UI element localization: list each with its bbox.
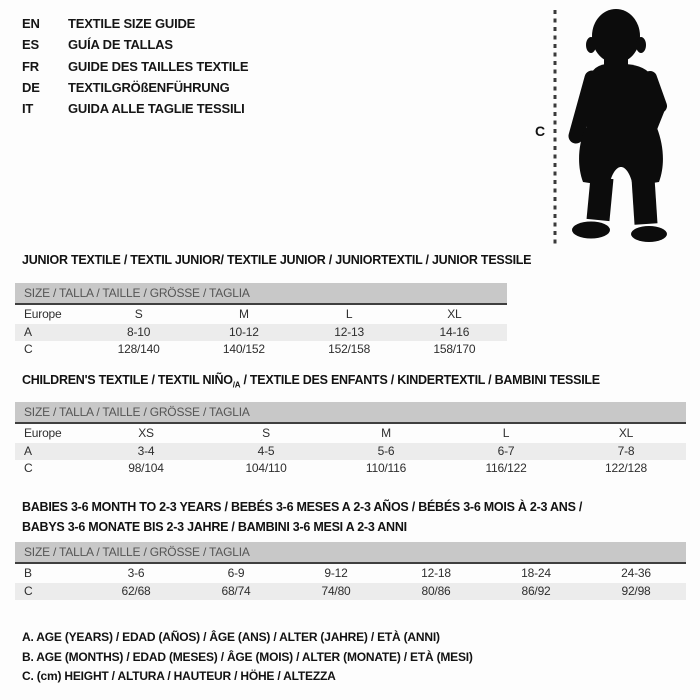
row-label: A — [24, 443, 32, 458]
language-title: GUIDE DES TAILLES TEXTILE — [68, 58, 249, 74]
age-cell: 14-16 — [439, 324, 470, 339]
row-label: C — [24, 583, 33, 598]
heading-text: CHILDREN'S TEXTILE / TEXTIL NIÑO — [22, 373, 233, 387]
table-row — [15, 341, 507, 359]
height-cell: 128/140 — [117, 342, 160, 356]
age-cell: 12-18 — [421, 566, 451, 580]
legend-line-a: A. AGE (YEARS) / EDAD (AÑOS) / ÂGE (ANS) / ALTER (JAHRE) / ETÀ (ANNI) — [22, 630, 440, 644]
language-code: DE — [22, 79, 40, 95]
height-cell: 86/92 — [521, 583, 551, 598]
age-cell: 3-4 — [137, 443, 155, 458]
age-cell: 6-9 — [227, 566, 245, 580]
size-cell: XS — [138, 426, 154, 440]
table-header-bar: SIZE / TALLA / TAILLE / GRÖSSE / TAGLIA — [15, 283, 507, 305]
language-title: TEXTILGRÖßENFÜHRUNG — [68, 79, 230, 95]
table-row — [15, 564, 686, 583]
language-row-es — [22, 34, 248, 55]
language-title-list — [22, 13, 248, 119]
height-cell: 122/128 — [605, 461, 647, 475]
language-row-en — [22, 13, 248, 34]
height-cell: 74/80 — [321, 583, 351, 598]
height-cell: 158/170 — [433, 342, 476, 356]
height-measure-label: C — [535, 123, 546, 139]
row-label: A — [24, 324, 32, 339]
table-row — [15, 460, 686, 478]
height-cell: 104/110 — [245, 461, 287, 475]
age-cell: 3-6 — [127, 566, 145, 580]
height-cell: 68/74 — [221, 583, 251, 598]
row-label: B — [24, 566, 32, 580]
measurement-legend — [22, 628, 473, 687]
babies-section-heading — [22, 498, 582, 537]
age-cell: 5-6 — [377, 443, 395, 458]
table-header-bar: SIZE / TALLA / TAILLE / GRÖSSE / TAGLIA — [15, 402, 686, 424]
height-cell: 110/116 — [365, 461, 407, 475]
row-label: Europe — [24, 307, 62, 321]
children-section-heading — [22, 373, 600, 390]
heading-line-1: BABIES 3-6 MONTH TO 2-3 YEARS / BEBÉS 3-6 MESES A 2-3 AÑOS / BÉBÉS 3-6 MOIS À 2-3 ANS / — [22, 500, 583, 514]
table-row — [15, 305, 507, 324]
height-cell: 80/86 — [421, 583, 451, 598]
age-cell: 4-5 — [257, 443, 275, 458]
toddler-silhouette-graphic — [528, 0, 688, 250]
age-cell: 9-12 — [324, 566, 348, 580]
age-cell: 18-24 — [521, 566, 551, 580]
size-cell: S — [262, 426, 270, 440]
age-cell: 10-12 — [229, 324, 259, 339]
language-row-fr — [22, 56, 248, 77]
junior-section-heading: JUNIOR TEXTILE / TEXTIL JUNIOR/ TEXTILE JUNIOR / JUNIORTEXTIL / JUNIOR TESSILE — [22, 253, 532, 267]
table-row — [15, 583, 686, 601]
age-cell: 12-13 — [334, 324, 364, 339]
language-title: GUIDA ALLE TAGLIE TESSILI — [68, 101, 245, 117]
language-row-it — [22, 98, 248, 119]
junior-size-table — [15, 283, 507, 359]
size-cell: L — [502, 426, 510, 440]
language-title: TEXTILE SIZE GUIDE — [68, 16, 196, 31]
language-code: ES — [22, 37, 39, 53]
row-label: Europe — [24, 426, 62, 440]
height-cell: 152/158 — [328, 342, 371, 356]
size-cell: M — [238, 307, 249, 321]
height-cell: 98/104 — [128, 461, 164, 475]
table-row — [15, 324, 507, 342]
size-cell: L — [345, 307, 353, 321]
children-size-table — [15, 402, 686, 478]
heading-line-2: BABYS 3-6 MONATE BIS 2-3 JAHRE / BAMBINI 3-6 MESI A 2-3 ANNI — [22, 519, 407, 534]
size-cell: XL — [447, 307, 462, 321]
legend-line-c: C. (cm) HEIGHT / ALTURA / HAUTEUR / HÖHE / ALTEZZA — [22, 669, 336, 684]
table-header-bar: SIZE / TALLA / TAILLE / GRÖSSE / TAGLIA — [15, 542, 686, 564]
size-cell: S — [134, 307, 143, 321]
height-cell: 116/122 — [485, 461, 527, 475]
size-cell: XL — [618, 426, 634, 440]
heading-subscript: /A — [232, 380, 241, 390]
age-cell: 6-7 — [497, 443, 515, 458]
row-label: C — [24, 342, 33, 356]
row-label: C — [24, 461, 33, 475]
height-cell: 92/98 — [621, 583, 651, 598]
size-cell: M — [381, 426, 391, 440]
language-code: FR — [22, 58, 39, 74]
language-code: IT — [22, 101, 34, 117]
age-cell: 8-10 — [127, 324, 151, 339]
table-row — [15, 424, 686, 443]
table-row — [15, 443, 686, 461]
height-cell: 62/68 — [121, 583, 151, 598]
age-cell: 24-36 — [621, 566, 651, 580]
height-cell: 140/152 — [222, 342, 265, 356]
heading-text: / TEXTILE DES ENFANTS / KINDERTEXTIL / BAMBINI TESSILE — [240, 373, 600, 387]
age-cell: 7-8 — [617, 443, 635, 458]
language-row-de — [22, 77, 248, 98]
toddler-silhouette — [572, 9, 667, 242]
measurement-figure — [528, 0, 688, 250]
legend-line-b: B. AGE (MONTHS) / EDAD (MESES) / ÂGE (MOIS) / ALTER (MONATE) / ETÀ (MESI) — [22, 649, 473, 664]
language-code: EN — [22, 16, 40, 31]
language-title: GUÍA DE TALLAS — [68, 37, 173, 53]
babies-size-table — [15, 542, 686, 600]
